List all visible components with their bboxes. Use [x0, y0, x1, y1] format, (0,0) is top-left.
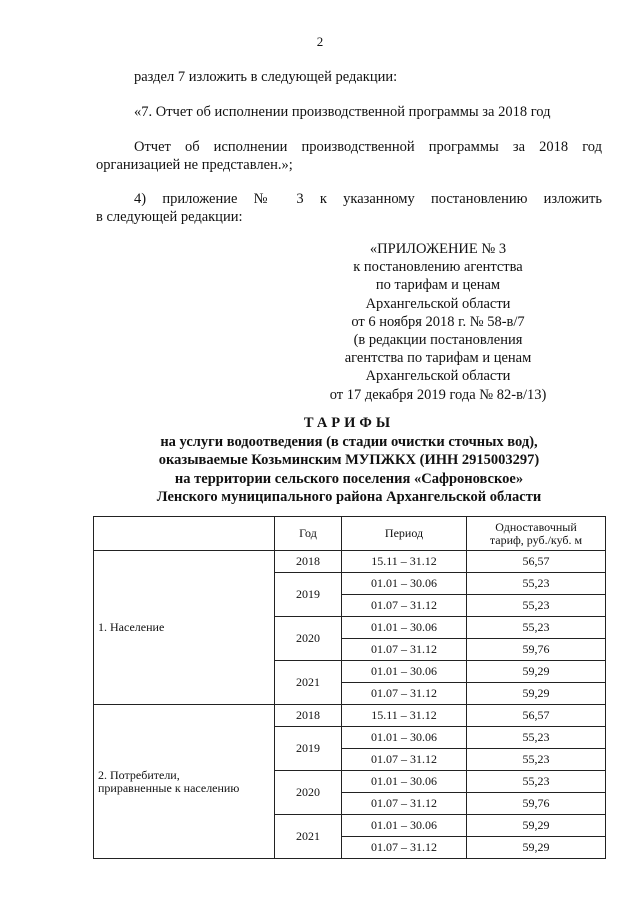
appendix-line: «ПРИЛОЖЕНИЕ № 3 — [369, 241, 507, 257]
year-cell: 2018 — [275, 705, 342, 727]
appendix-line: от 6 ноября 2018 г. № 58-в/7 — [351, 313, 525, 330]
paragraph-appendix-change — [96, 190, 602, 226]
table-row — [94, 551, 606, 573]
paragraph-report-text — [96, 138, 602, 174]
tariff-cell: 55,23 — [467, 749, 606, 771]
appendix-line: (в редакции постановления — [353, 332, 523, 349]
paragraph-line: организацией не представлен.»; — [96, 157, 293, 173]
tariffs-table — [93, 516, 606, 859]
tariff-cell: 56,57 — [467, 705, 606, 727]
year-cell: 2021 — [275, 661, 342, 705]
header-period: Период — [342, 517, 467, 551]
period-cell: 01.01 – 30.06 — [342, 617, 467, 639]
page-number: 2 — [316, 34, 324, 49]
title-line: на территории сельского поселения «Сафроновское» — [174, 470, 524, 487]
period-cell: 15.11 – 31.12 — [342, 705, 467, 727]
period-cell: 01.07 – 31.12 — [342, 595, 467, 617]
year-cell: 2020 — [275, 771, 342, 815]
appendix-line: Архангельской области — [365, 295, 511, 312]
tariff-cell: 59,76 — [467, 639, 606, 661]
group-label-line: приравненные к населению — [98, 780, 240, 795]
paragraph-line: Отчет об исполнении производственной программы за 2018 год — [134, 139, 602, 155]
period-cell: 01.01 – 30.06 — [342, 815, 467, 837]
period-cell: 01.01 – 30.06 — [342, 661, 467, 683]
tariff-cell: 55,23 — [467, 573, 606, 595]
period-cell: 01.01 – 30.06 — [342, 771, 467, 793]
tariff-cell: 59,29 — [467, 661, 606, 683]
period-cell: 01.07 – 31.12 — [342, 749, 467, 771]
period-cell: 01.07 – 31.12 — [342, 639, 467, 661]
table-header-row — [94, 517, 606, 551]
tariff-cell: 56,57 — [467, 551, 606, 573]
header-group — [94, 517, 275, 551]
appendix-line: по тарифам и ценам — [375, 277, 501, 294]
title-line: ТАРИФЫ — [303, 415, 395, 431]
group-label — [94, 551, 275, 705]
tariff-cell: 55,23 — [467, 617, 606, 639]
title-line: оказываемые Козьминским МУПЖКХ (ИНН 2915003297) — [158, 452, 540, 468]
title-line: на услуги водоотведения (в стадии очистки сточных вод), — [160, 433, 538, 450]
period-cell: 01.07 – 31.12 — [342, 837, 467, 859]
tariff-cell: 59,29 — [467, 837, 606, 859]
appendix-line: агентства по тарифам и ценам — [344, 350, 532, 367]
period-cell: 01.01 – 30.06 — [342, 573, 467, 595]
appendix-line: от 17 декабря 2019 года № 82-в/13) — [329, 386, 547, 403]
appendix-line: к постановлению агентства — [353, 259, 523, 276]
title-line: Ленского муниципального района Архангельской области — [156, 489, 542, 505]
year-cell: 2019 — [275, 573, 342, 617]
appendix-line: Архангельской области — [365, 368, 511, 385]
group-label — [94, 705, 275, 859]
paragraph-line: в следующей редакции: — [96, 209, 243, 225]
header-tariff — [467, 517, 606, 551]
appendix-header — [318, 240, 558, 404]
tariff-cell: 59,29 — [467, 683, 606, 705]
period-cell: 01.07 – 31.12 — [342, 793, 467, 815]
period-cell: 01.07 – 31.12 — [342, 683, 467, 705]
table-row — [94, 705, 606, 727]
tariff-cell: 59,76 — [467, 793, 606, 815]
year-cell: 2020 — [275, 617, 342, 661]
period-cell: 15.11 – 31.12 — [342, 551, 467, 573]
tariff-cell: 55,23 — [467, 595, 606, 617]
period-cell: 01.01 – 30.06 — [342, 727, 467, 749]
tariff-cell: 55,23 — [467, 727, 606, 749]
year-cell: 2021 — [275, 815, 342, 859]
tariff-cell: 59,29 — [467, 815, 606, 837]
year-cell: 2019 — [275, 727, 342, 771]
tariffs-title — [96, 414, 602, 507]
group-label-line: 2. Потребители, — [98, 767, 180, 782]
paragraph-report-heading: «7. Отчет об исполнении производственной программы за 2018 год — [134, 104, 551, 120]
tariff-cell: 55,23 — [467, 771, 606, 793]
header-tariff-line: Одноставочный — [495, 519, 577, 534]
paragraph-section-7: раздел 7 изложить в следующей редакции: — [134, 69, 398, 85]
header-tariff-line: тариф, руб./куб. м — [489, 532, 583, 547]
group-label-line: 1. Население — [98, 620, 165, 634]
header-year: Год — [275, 517, 342, 551]
paragraph-line: 4) приложение № 3 к указанному постановлению изложить — [134, 191, 602, 207]
year-cell: 2018 — [275, 551, 342, 573]
